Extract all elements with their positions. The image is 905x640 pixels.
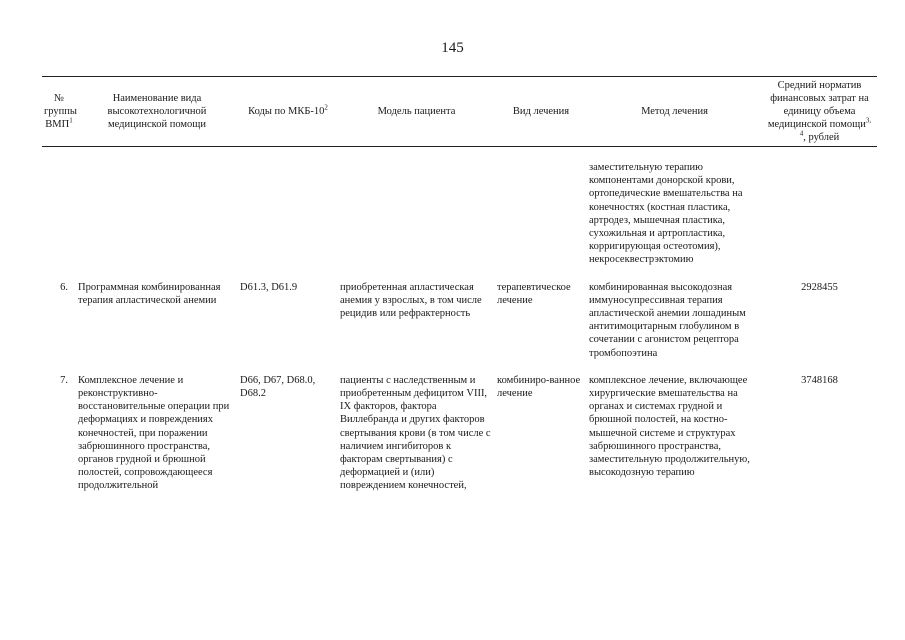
treatment-method: комплексное лечение, включающее хирургические вмешательства на органах и системах грудной и брюшной полостей, на костно-мышечной системе и структурах забрюшинного пространства, заместительную продолжительную, высокодозную терапию (589, 374, 750, 479)
cost-norm: 3748168 (801, 374, 838, 386)
treatment-type (495, 161, 587, 267)
page-number: 145 (441, 40, 464, 56)
group-number (42, 161, 76, 267)
care-type-name: Комплексное лечение и реконструктивно-восстановительные операции при деформациях и повреждениях конечностей, при поражении забрюшинного пространства, органов грудной и брюшной полостей, сопровождающееся продолжительной (78, 374, 230, 492)
medical-care-table (42, 76, 877, 493)
care-type-name (76, 161, 238, 267)
treatment-method: комбинированная высокодозная иммуносупрессивная терапия апластической анемии лошадиным антитимоцитарным глобулином в сочетании с агонистом рецептора тромбопоэтина (589, 281, 746, 359)
column-header-icd-codes: Коды по МКБ-$10^2$ (238, 77, 338, 147)
column-header-patient-model: Модель пациента (338, 77, 495, 147)
care-type-name: Программная комбинированная терапия апластической анемии (78, 281, 221, 306)
table-row (42, 374, 877, 493)
treatment-type: комбиниро-ванное лечение (497, 374, 581, 400)
cost-norm: 2928455 (801, 281, 838, 293)
treatment-type: терапевтическое лечение (497, 281, 571, 306)
patient-model (338, 161, 495, 267)
treatment-method: заместительную терапию компонентами донорской крови, ортопедические вмешательства на конечностях (костная пластика, артродез, мышечная пластика, сухожильная и артропластика, корригирующая остеотомия), некросеквестрэктомию (589, 162, 743, 266)
cost-norm (762, 161, 877, 267)
icd-codes (238, 161, 338, 267)
table-row (42, 161, 877, 267)
patient-model: пациенты с наследственным и приобретенным дефицитом VIII, IX факторов, фактора Виллебранда и других факторов свертывания крови (в том числе с наличием ингибиторов к факторам свертывания) с деформацией и (или) повреждением конечностей, (340, 374, 491, 492)
icd-codes: D66, D67, D68.0, D68.2 (240, 374, 316, 400)
column-header-treatment-method: Метод лечения (587, 77, 762, 147)
column-header-care-type: Наименование вида высокотехнологичной медицинской помощи (76, 77, 238, 147)
column-header-cost-norm: Средний норматив финансовых затрат на единицу объема медицинской помощи$^{3, 4}$, рублей (762, 77, 877, 147)
column-header-treatment-type: Вид лечения (495, 77, 587, 147)
table-header-row (42, 77, 877, 147)
group-number: 6. (60, 281, 68, 293)
table-row (42, 281, 877, 360)
patient-model: приобретенная апластическая анемия у взрослых, в том числе рецидив или рефрактерность (340, 281, 482, 320)
icd-codes: D61.3, D61.9 (240, 281, 298, 293)
column-header-group: № группы ВМП$^1$ (42, 77, 76, 147)
group-number: 7. (60, 374, 68, 386)
